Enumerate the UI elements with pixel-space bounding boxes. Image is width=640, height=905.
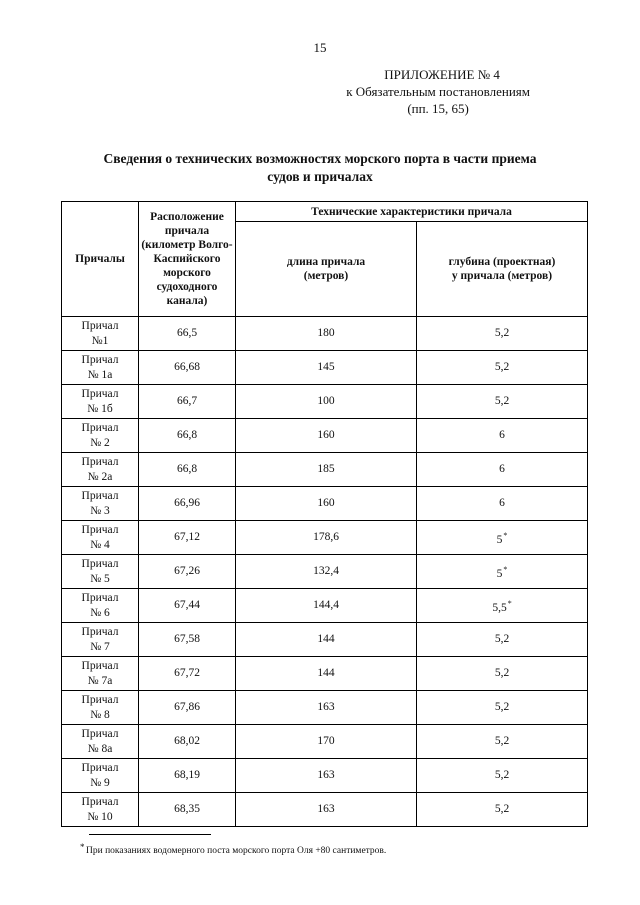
berth-length: 163 [236,759,417,793]
berth-length: 144 [236,623,417,657]
berth-km: 66,7 [139,385,236,419]
berth-length: 132,4 [236,555,417,589]
berths-table [61,201,588,827]
berth-length: 170 [236,725,417,759]
berth-name: Причал № 5 [62,555,139,589]
berth-km: 67,44 [139,589,236,623]
berth-name: Причал № 2а [62,453,139,487]
table-row [62,521,588,555]
berth-km: 67,26 [139,555,236,589]
berth-length: 160 [236,419,417,453]
table-row [62,419,588,453]
berth-km: 68,19 [139,759,236,793]
berth-km: 67,12 [139,521,236,555]
footnote [80,842,387,856]
berth-km: 68,35 [139,793,236,827]
berth-km: 66,8 [139,419,236,453]
berth-name: Причал №1 [62,317,139,351]
berth-length: 144 [236,657,417,691]
berth-length: 178,6 [236,521,417,555]
depth-value: 5,2 [494,735,510,747]
berth-length: 160 [236,487,417,521]
berth-km: 66,8 [139,453,236,487]
berth-length: 100 [236,385,417,419]
table-row [62,759,588,793]
berth-km: 66,68 [139,351,236,385]
berth-name: Причал № 1а [62,351,139,385]
table-row [62,657,588,691]
footnote-text: При показаниях водомерного поста морского порта Оля +80 сантиметров. [86,846,387,856]
depth-value: 5,2 [494,361,510,373]
table-row [62,589,588,623]
berth-depth [417,419,588,453]
berth-depth [417,793,588,827]
berth-km: 67,86 [139,691,236,725]
berth-length: 180 [236,317,417,351]
berth-name: Причал № 7 [62,623,139,657]
depth-value: 5 [496,533,503,546]
table-row [62,453,588,487]
depth-value: 5,2 [494,633,510,645]
berth-name: Причал № 2 [62,419,139,453]
berth-name: Причал № 9 [62,759,139,793]
berth-name: Причал № 3 [62,487,139,521]
table-row [62,351,588,385]
berth-depth [417,385,588,419]
berth-name: Причал № 4 [62,521,139,555]
berth-name: Причал № 1б [62,385,139,419]
berth-depth [417,521,588,555]
berth-km: 67,58 [139,623,236,657]
berth-depth [417,657,588,691]
header-length: длина причала (метров) [236,222,417,317]
table-row [62,623,588,657]
berth-depth [417,623,588,657]
berth-depth [417,691,588,725]
depth-value: 5,2 [494,803,510,815]
berth-length: 145 [236,351,417,385]
depth-value: 5,2 [494,395,510,407]
table-row [62,725,588,759]
berth-length: 185 [236,453,417,487]
page-number: 15 [313,40,327,55]
berth-depth [417,317,588,351]
document-title-line-2: судов и причалах [267,169,373,184]
berth-depth [417,453,588,487]
depth-value: 5,2 [494,667,510,679]
appendix-header [346,66,530,117]
footnote-ref-mark: * [507,598,512,608]
appendix-title: ПРИЛОЖЕНИЕ № 4 [384,67,500,82]
depth-value: 6 [499,429,505,441]
header-depth: глубина (проектная) у причала (метров) [417,222,588,317]
berth-depth [417,725,588,759]
berth-depth [417,487,588,521]
berth-depth [417,589,588,623]
document-title-line-1: Сведения о технических возможностях морского порта в части приема [103,151,537,166]
table-row [62,691,588,725]
table-row [62,385,588,419]
berth-depth [417,351,588,385]
berth-name: Причал № 10 [62,793,139,827]
berth-name: Причал № 7а [62,657,139,691]
appendix-subtitle: к Обязательным постановлениям [346,84,530,99]
depth-value: 5 [496,567,503,580]
footnote-divider [89,834,211,835]
depth-value: 5,2 [494,327,510,339]
berth-km: 67,72 [139,657,236,691]
berth-length: 144,4 [236,589,417,623]
depth-value: 5,2 [494,769,510,781]
berth-name: Причал № 8а [62,725,139,759]
berths-table-body [62,317,588,827]
depth-value: 6 [499,497,505,509]
depth-value: 5,5 [492,601,507,614]
appendix-ref: (пп. 15, 65) [407,101,469,116]
table-row [62,317,588,351]
depth-value: 6 [499,463,505,475]
berth-km: 68,02 [139,725,236,759]
table-row [62,555,588,589]
berth-km: 66,96 [139,487,236,521]
header-location: Расположение причала (километр Волго- Каспийского морского судоходного канала) [139,202,236,317]
table-row [62,793,588,827]
berth-km: 66,5 [139,317,236,351]
depth-value: 5,2 [494,701,510,713]
berth-length: 163 [236,793,417,827]
document-title [60,150,580,186]
berth-name: Причал № 8 [62,691,139,725]
table-row [62,487,588,521]
berth-depth [417,555,588,589]
header-berths: Причалы [62,202,139,317]
header-specs: Технические характеристики причала [236,202,588,222]
footnote-mark: * [80,842,85,852]
footnote-ref-mark: * [503,564,508,574]
footnote-ref-mark: * [503,530,508,540]
berth-name: Причал № 6 [62,589,139,623]
berth-length: 163 [236,691,417,725]
berth-depth [417,759,588,793]
